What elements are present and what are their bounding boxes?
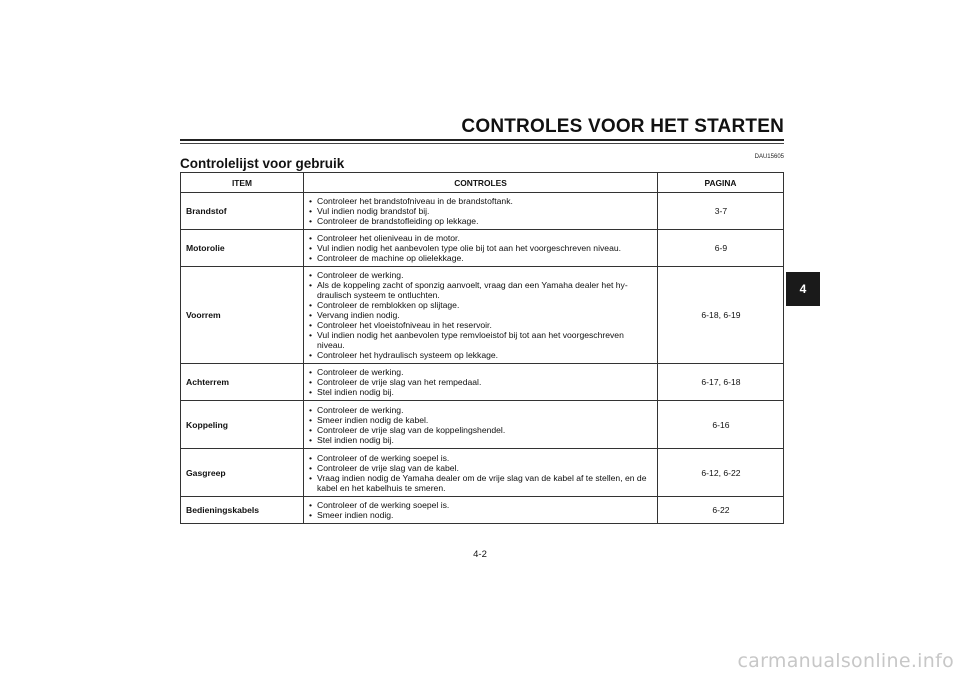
row-item: Achterrem [181, 364, 304, 401]
check-item: • Controleer de machine op olielekkage. [309, 253, 653, 263]
row-item: Bedieningskabels [181, 497, 304, 524]
check-item: • Controleer het olieniveau in de motor. [309, 233, 653, 243]
row-item: Brandstof [181, 193, 304, 230]
check-item: • Controleer het vloeistofniveau in het reservoir. [309, 320, 653, 330]
page-title: CONTROLES VOOR HET STARTEN [461, 116, 784, 137]
table-header-row [181, 173, 784, 193]
header-rule-thin [180, 143, 784, 144]
check-item: • Controleer de vrije slag van de kabel. [309, 463, 653, 473]
row-item: Motorolie [181, 230, 304, 267]
row-item: Voorrem [181, 267, 304, 364]
watermark: carmanualsonline.info [737, 650, 954, 672]
row-checks [304, 401, 658, 449]
row-item: Koppeling [181, 401, 304, 449]
check-item: • Controleer de werking. [309, 270, 653, 280]
chapter-tab: 4 [786, 272, 820, 306]
table-row [181, 230, 784, 267]
check-item: • Vul indien nodig brandstof bij. [309, 206, 653, 216]
check-item: • Als de koppeling zacht of sponzig aanvoelt, vraag dan een Yamaha dealer het hy-draulisch systeem te ontluchten. [309, 280, 653, 300]
check-item: • Controleer het hydraulisch systeem op lekkage. [309, 350, 653, 360]
check-item: • Controleer of de werking soepel is. [309, 453, 653, 463]
header-checks: CONTROLES [304, 173, 658, 193]
row-item: Gasgreep [181, 449, 304, 497]
check-item: • Vul indien nodig het aanbevolen type remvloeistof bij tot aan het voorgeschreven niveau. [309, 330, 653, 350]
row-checks [304, 497, 658, 524]
row-checks [304, 267, 658, 364]
row-page: 6-22 [658, 497, 784, 524]
checklist-table [180, 172, 784, 524]
row-checks [304, 230, 658, 267]
row-page: 6-12, 6-22 [658, 449, 784, 497]
check-item: • Stel indien nodig bij. [309, 435, 653, 445]
check-item: • Controleer de brandstofleiding op lekkage. [309, 216, 653, 226]
header-rule-thick [180, 139, 784, 141]
check-item: • Controleer de remblokken op slijtage. [309, 300, 653, 310]
row-page: 3-7 [658, 193, 784, 230]
row-page: 6-16 [658, 401, 784, 449]
check-item: • Controleer de werking. [309, 405, 653, 415]
header-page: PAGINA [658, 173, 784, 193]
row-page: 6-17, 6-18 [658, 364, 784, 401]
table-row [181, 497, 784, 524]
check-item: • Controleer of de werking soepel is. [309, 500, 653, 510]
table-row [181, 193, 784, 230]
row-checks [304, 364, 658, 401]
page-number: 4-2 [473, 549, 487, 560]
check-item: • Stel indien nodig bij. [309, 387, 653, 397]
table-row [181, 364, 784, 401]
header-item: ITEM [181, 173, 304, 193]
table-row [181, 449, 784, 497]
check-item: • Vervang indien nodig. [309, 310, 653, 320]
check-item: • Smeer indien nodig de kabel. [309, 415, 653, 425]
check-item: • Controleer de vrije slag van de koppelingshendel. [309, 425, 653, 435]
check-item: • Vraag indien nodig de Yamaha dealer om de vrije slag van de kabel af te stellen, en de kabel en het kabelhuis te smeren. [309, 473, 653, 493]
section-title: Controlelijst voor gebruik [180, 156, 345, 171]
check-item: • Controleer het brandstofniveau in de brandstoftank. [309, 196, 653, 206]
check-item: • Smeer indien nodig. [309, 510, 653, 520]
table-row [181, 267, 784, 364]
section-code: DAU15605 [754, 154, 784, 160]
row-checks [304, 193, 658, 230]
row-page: 6-18, 6-19 [658, 267, 784, 364]
row-page: 6-9 [658, 230, 784, 267]
row-checks [304, 449, 658, 497]
table-row [181, 401, 784, 449]
check-item: • Controleer de vrije slag van het rempedaal. [309, 377, 653, 387]
check-item: • Vul indien nodig het aanbevolen type olie bij tot aan het voorgeschreven niveau. [309, 243, 653, 253]
check-item: • Controleer de werking. [309, 367, 653, 377]
